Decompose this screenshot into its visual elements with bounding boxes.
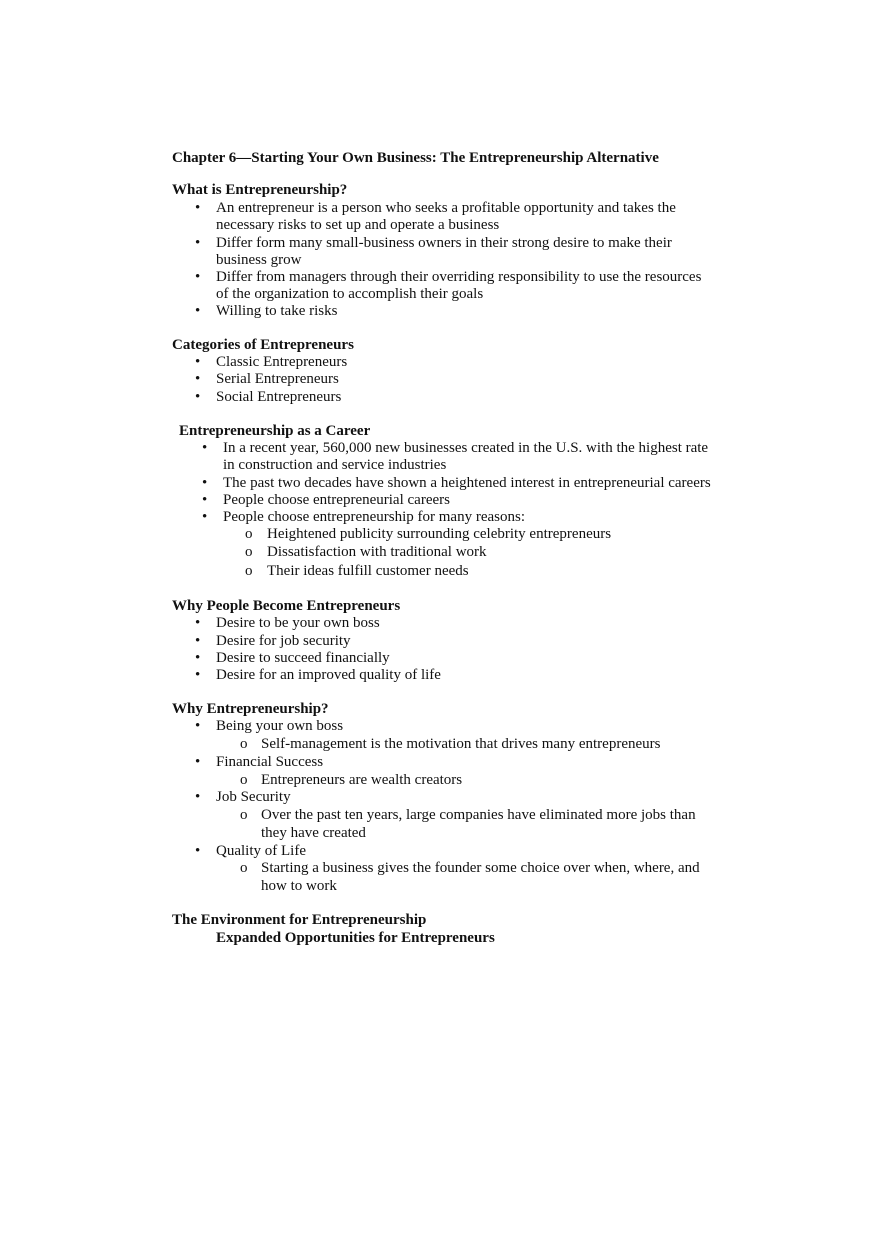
list-item-text: Financial Success <box>216 754 324 770</box>
bullet-icon: • <box>195 843 201 859</box>
list-item-text: Desire to succeed financially <box>216 650 390 666</box>
bullet-icon: • <box>195 650 201 666</box>
list-item-text: of the organization to accomplish their goals <box>216 286 484 302</box>
bullet-icon: • <box>195 754 201 770</box>
sub-bullet-icon: o <box>245 563 253 579</box>
section-heading: Entrepreneurship as a Career <box>179 423 371 439</box>
bullet-icon: • <box>202 440 208 456</box>
list-item-text: Desire for an improved quality of life <box>216 667 441 683</box>
list-item-text: Quality of Life <box>216 843 306 859</box>
sub-bullet-icon: o <box>240 736 248 752</box>
list-item-text: An entrepreneur is a person who seeks a profitable opportunity and takes the <box>216 200 676 216</box>
list-item-text: Desire for job security <box>216 633 351 649</box>
list-item-text: Over the past ten years, large companies have eliminated more jobs than <box>261 807 696 823</box>
list-item-text: Social Entrepreneurs <box>216 389 342 405</box>
list-item-text: in construction and service industries <box>223 457 447 473</box>
bullet-icon: • <box>195 200 201 216</box>
bullet-icon: • <box>195 269 201 285</box>
list-item-text: People choose entrepreneurship for many reasons: <box>223 509 525 525</box>
list-item-text: Starting a business gives the founder some choice over when, where, and <box>261 860 700 876</box>
bullet-icon: • <box>195 789 201 805</box>
bullet-icon: • <box>202 492 208 508</box>
list-item-text: Their ideas fulfill customer needs <box>267 563 469 579</box>
list-item-text: Classic Entrepreneurs <box>216 354 348 370</box>
section-heading: Why People Become Entrepreneurs <box>172 598 401 614</box>
list-item-text: necessary risks to set up and operate a business <box>216 217 500 233</box>
list-item-text: Dissatisfaction with traditional work <box>267 544 487 560</box>
list-item-text: Job Security <box>216 789 291 805</box>
bullet-icon: • <box>202 509 208 525</box>
bullet-icon: • <box>195 718 201 734</box>
list-item-text: how to work <box>261 878 337 894</box>
sub-bullet-icon: o <box>245 544 253 560</box>
bullet-icon: • <box>195 633 201 649</box>
bullet-icon: • <box>195 389 201 405</box>
bullet-icon: • <box>195 371 201 387</box>
list-item-text: Differ form many small-business owners in their strong desire to make their <box>216 235 672 251</box>
section-heading: The Environment for Entrepreneurship <box>172 912 427 928</box>
bullet-icon: • <box>195 667 201 683</box>
list-item-text: People choose entrepreneurial careers <box>223 492 450 508</box>
section-heading: Categories of Entrepreneurs <box>172 337 354 353</box>
section-heading: Why Entrepreneurship? <box>172 701 329 717</box>
list-item-text: Being your own boss <box>216 718 344 734</box>
list-item-text: In a recent year, 560,000 new businesses created in the U.S. with the highest rate <box>223 440 709 456</box>
bullet-icon: • <box>195 235 201 251</box>
subsection-heading: Expanded Opportunities for Entrepreneurs <box>216 930 495 946</box>
bullet-icon: • <box>195 354 201 370</box>
section-heading: What is Entrepreneurship? <box>172 182 348 198</box>
list-item-text: Entrepreneurs are wealth creators <box>261 772 463 788</box>
list-item-text: Willing to take risks <box>216 303 338 319</box>
bullet-icon: • <box>202 475 208 491</box>
list-item-text: business grow <box>216 252 302 268</box>
list-item-text: Differ from managers through their overriding responsibility to use the resources <box>216 269 702 285</box>
sub-bullet-icon: o <box>240 860 248 876</box>
list-item-text: Heightened publicity surrounding celebrity entrepreneurs <box>267 526 612 542</box>
list-item-text: The past two decades have shown a heightened interest in entrepreneurial careers <box>223 475 711 491</box>
list-item-text: Self-management is the motivation that drives many entrepreneurs <box>261 736 661 752</box>
sub-bullet-icon: o <box>245 526 253 542</box>
list-item-text: they have created <box>261 825 366 841</box>
bullet-icon: • <box>195 303 201 319</box>
list-item-text: Desire to be your own boss <box>216 615 380 631</box>
document-title: Chapter 6—Starting Your Own Business: The Entrepreneurship Alternative <box>172 150 659 166</box>
bullet-icon: • <box>195 615 201 631</box>
list-item-text: Serial Entrepreneurs <box>216 371 339 387</box>
sub-bullet-icon: o <box>240 807 248 823</box>
sub-bullet-icon: o <box>240 772 248 788</box>
